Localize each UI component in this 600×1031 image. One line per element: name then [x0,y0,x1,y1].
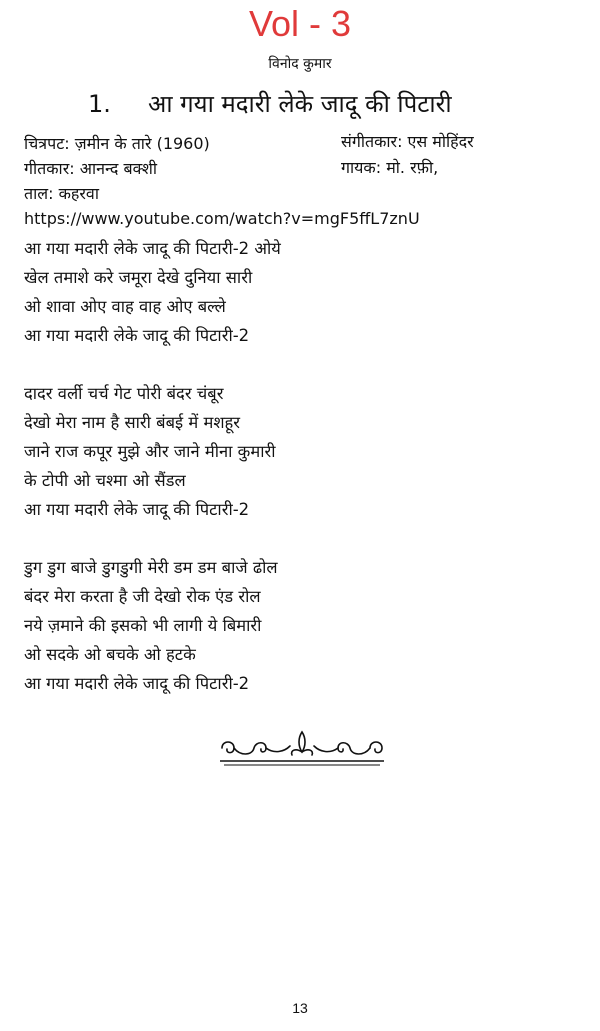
lyric-line: देखो मेरा नाम है सारी बंबई में मशहूर [24,413,241,432]
youtube-link[interactable]: https://www.youtube.com/watch?v=mgF5ffL7znU [24,209,420,228]
song-number: 1. [88,90,111,118]
lyric-line: दादर वर्ली चर्च गेट पोरी बंदर चंबूर [24,384,224,403]
lyric-line: जाने राज कपूर मुझे और जाने मीना कुमारी [24,442,276,461]
lyric-line: आ गया मदारी लेके जादू की पिटारी-2 ओये [24,239,281,258]
song-title [88,86,588,122]
lyricist-info: गीतकार: आनन्द बक्शी [24,159,157,178]
stanza-gap [24,350,584,379]
lyric-line: नये ज़माने की इसको भी लागी ये बिमारी [24,616,262,635]
stanza-gap [24,524,584,553]
lyric-line: आ गया मदारी लेके जादू की पिटारी-2 [24,674,250,693]
lyric-line: के टोपी ओ चश्मा ओ सैंडल [24,471,186,490]
singer-info: गायक: मो. रफ़ी, [341,158,439,177]
music-director-info: संगीतकार: एस मोहिंदर [341,132,474,151]
lyric-line: बंदर मेरा करता है जी देखो रोक एंड रोल [24,587,261,606]
taal-info: ताल: कहरवा [24,184,99,203]
lyric-line: ओ शावा ओए वाह वाह ओए बल्ले [24,297,226,316]
lyric-line: खेल तमाशे करे जमूरा देखे दुनिया सारी [24,268,253,287]
lyrics [24,234,584,698]
page-number: 13 [292,1000,308,1016]
lyric-line: आ गया मदारी लेके जादू की पिटारी-2 [24,500,250,519]
lyric-line: डुग डुग बाजे डुगडुगी मेरी डम डम बाजे ढोल [24,558,278,577]
song-title-text: आ गया मदारी लेके जादू की पिटारी [148,90,452,118]
flourish-ornament-icon [218,728,386,772]
author-name: विनोद कुमार [268,56,332,72]
lyric-line: आ गया मदारी लेके जादू की पिटारी-2 [24,326,250,345]
volume-heading: Vol - 3 [248,3,352,44]
lyric-line: ओ सदके ओ बचके ओ हटके [24,645,196,664]
film-info: चित्रपट: ज़मीन के तारे (1960) [24,134,210,153]
